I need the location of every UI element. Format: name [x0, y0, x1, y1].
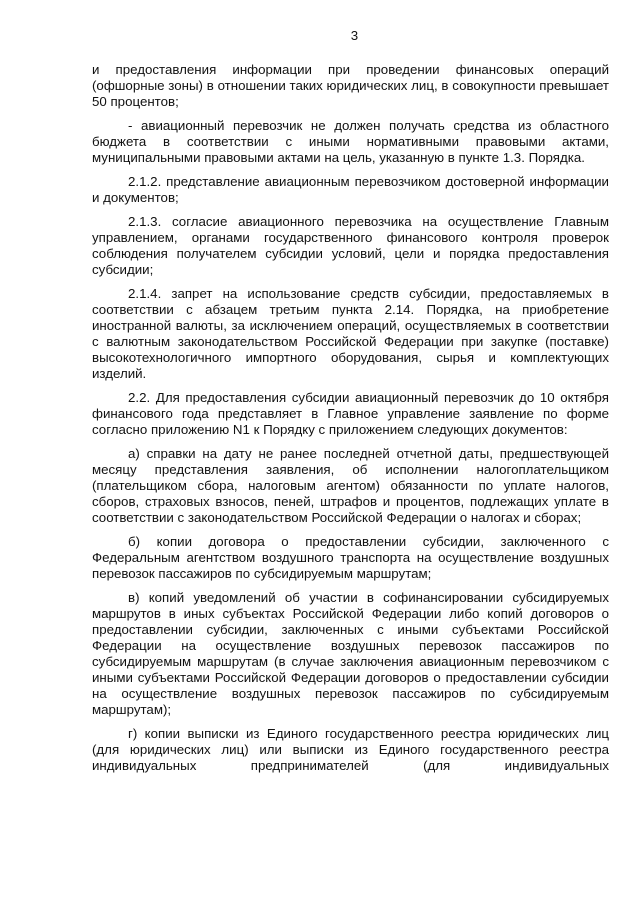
paragraph-2-1-2: 2.1.2. представление авиационным перевозчиком достоверной информации и документов; — [92, 174, 609, 205]
paragraph-item-b: б) копии договора о предоставлении субсидии, заключенного с Федеральным агентством воздушного транспорта на осуществление воздушных перевозок пассажиров по субсидируемым маршрутам; — [92, 534, 609, 581]
paragraph-2-1-4: 2.1.4. запрет на использование средств субсидии, предоставляемых в соответствии с абзацем третьим пункта 2.14. Порядка, на приобретение иностранной валюты, за исключением операций, осуществляемых в соответствии с валютным законодательством Российской Федерации при закупке (поставке) высокотехнологичного импортного оборудования, сырья и комплектующих изделий. — [92, 286, 609, 381]
paragraph-item-a: а) справки на дату не ранее последней отчетной даты, предшествующей месяцу представления заявления, об исполнении налогоплательщиком (плательщиком сбора, налоговым агентом) обязанности по уплате налогов, сборов, страховых взносов, пеней, штрафов и процентов, подлежащих уплате в соответствии с законодательством Российской Федерации о налогах и сборах; — [92, 446, 609, 525]
paragraph-2-1-3: 2.1.3. согласие авиационного перевозчика на осуществление Главным управлением, органами государственного финансового контроля проверок соблюдения получателем субсидии условий, цели и порядка предоставления субсидии; — [92, 214, 609, 277]
paragraph-2-2: 2.2. Для предоставления субсидии авиационный перевозчик до 10 октября финансового года представляет в Главное управление заявление по форме согласно приложению N1 к Порядку с приложением следующих документов: — [92, 390, 609, 437]
document-page — [92, 28, 609, 782]
page-number: 3 — [350, 28, 359, 43]
paragraph-item-g: г) копии выписки из Единого государственного реестра юридических лиц (для юридических лиц) или выписки из Единого государственного реестра индивидуальных предпринимателей (для индивидуальных — [92, 726, 609, 773]
paragraph-no-regional-budget-funds: - авиационный перевозчик не должен получать средства из областного бюджета в соответствии с иными нормативными правовыми актами, муниципальными правовыми актами на цель, указанную в пункте 1.3. Порядка. — [92, 118, 609, 165]
paragraph-item-v: в) копий уведомлений об участии в софинансировании субсидируемых маршрутов в иных субъектах Российской Федерации либо копий договоров о предоставлении субсидии, заключенных с иными субъектами Российской Федерации на осуществление воздушных перевозок пассажиров по субсидируемым маршрутам (в случае заключения авиационным перевозчиком с иными субъектами Российской Федерации договоров о предоставлении субсидии на осуществление воздушных перевозок пассажиров по субсидируемым маршрутам); — [92, 590, 609, 717]
paragraph-offshore-continuation: и предоставления информации при проведении финансовых операций (офшорные зоны) в отношении таких юридических лиц, в совокупности превышает 50 процентов; — [92, 62, 609, 109]
